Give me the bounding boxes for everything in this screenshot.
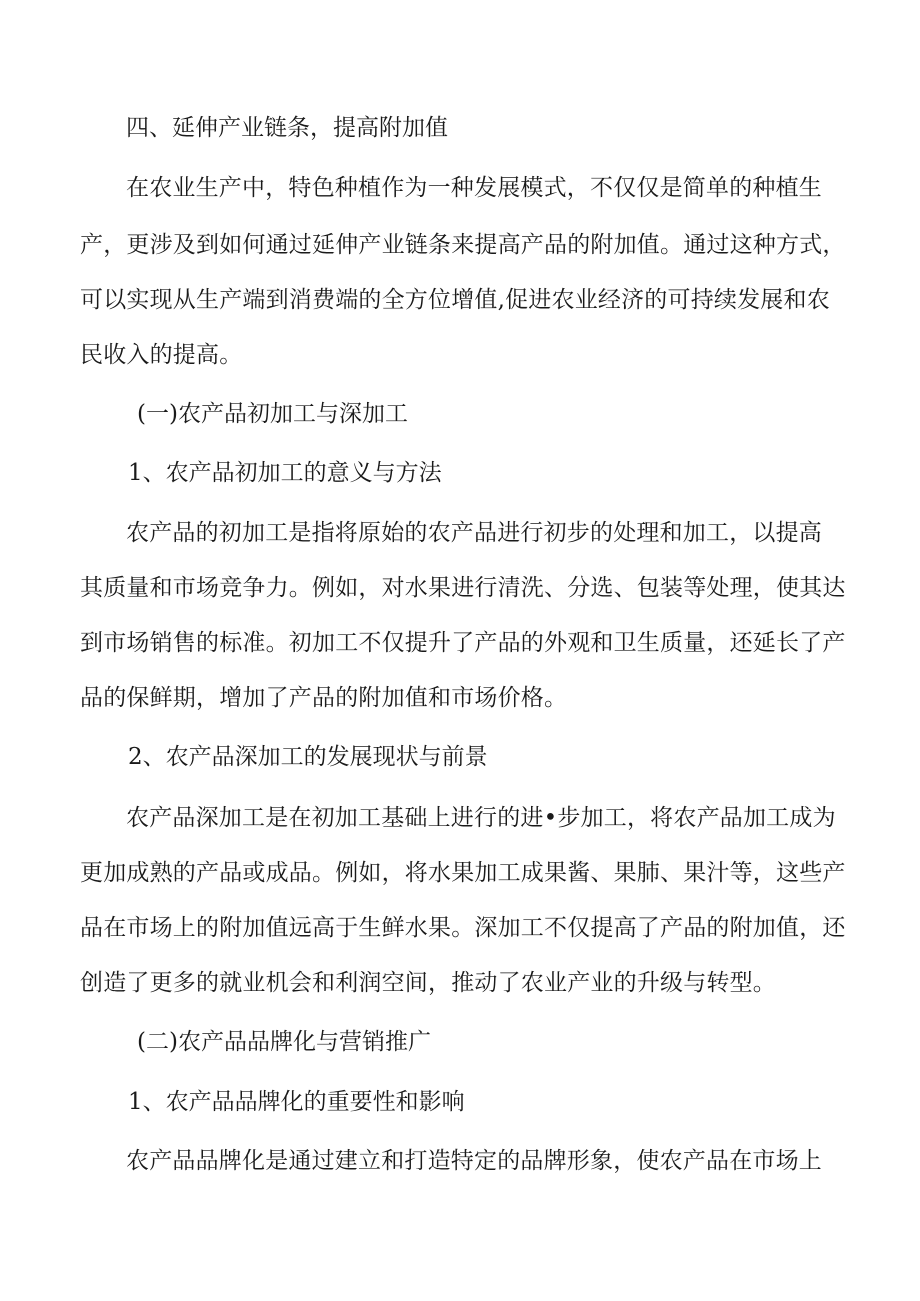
paragraph-line: 更加成熟的产品或成品。例如，将水果加工成果酱、果肺、果汁等，这些产	[80, 860, 846, 886]
paragraph-line: 农产品品牌化是通过建立和打造特定的品牌形象，使农产品在市场上	[126, 1148, 822, 1174]
item-title: 1、农产品初加工的意义与方法	[128, 460, 442, 486]
item-title: 1、农产品品牌化的重要性和影响	[128, 1089, 465, 1115]
paragraph-line: 农产品的初加工是指将原始的农产品进行初步的处理和加工，以提高	[126, 520, 822, 546]
paragraph-line: 到市场销售的标准。初加工不仅提升了产品的外观和卫生质量，还延长了产	[80, 630, 846, 656]
paragraph-line: 在农业生产中，特色种植作为一种发展模式，不仅仅是简单的种植生	[126, 175, 822, 201]
paragraph-line: 可以实现从生产端到消费端的全方位增值,促进农业经济的可持续发展和农	[80, 287, 830, 313]
subsection-title: (二)农产品品牌化与营销推广	[137, 1029, 431, 1055]
paragraph-line: 品的保鲜期，增加了产品的附加值和市场价格。	[80, 685, 568, 711]
paragraph-line: 产，更涉及到如何通过延伸产业链条来提高产品的附加值。通过这种方式，	[80, 232, 846, 258]
paragraph-line: 创造了更多的就业机会和利润空间，推动了农业产业的升级与转型。	[80, 970, 776, 996]
section-heading: 四、延伸产业链条，提高附加值	[126, 115, 448, 141]
paragraph-line: 其质量和市场竞争力。例如，对水果进行清洗、分选、包装等处理，使其达	[80, 575, 846, 601]
paragraph-line: 品在市场上的附加值远高于生鲜水果。深加工不仅提高了产品的附加值，还	[80, 915, 846, 941]
subsection-title: (一)农产品初加工与深加工	[137, 401, 408, 427]
paragraph-line: 民收入的提高。	[80, 342, 243, 368]
paragraph-line: 农产品深加工是在初加工基础上进行的进•步加工，将农产品加工成为	[126, 805, 836, 831]
item-title: 2、农产品深加工的发展现状与前景	[128, 744, 488, 770]
